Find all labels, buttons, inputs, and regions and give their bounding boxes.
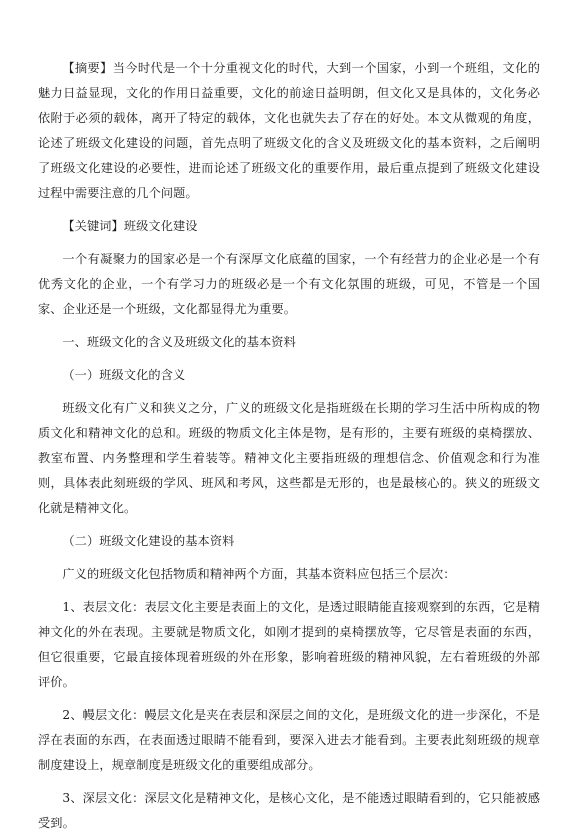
- body-paragraph-2: 广义的班级文化包括物质和精神两个方面，其基本资料应包括三个层次：: [62, 567, 456, 581]
- body-paragraph-3: 1、表层文化：表层文化主要是表面上的文化，是透过眼睛能直接观察到的东西，它是精神文化的外在表现。主要就是物质文化，如刚才提到的桌椅摆放等，它尽管是表面的东西，但它很重要，它最直接体现着班级的外在形象，影响着班级的精神风貌，左右着班级的外部评价。: [38, 600, 540, 689]
- keywords-line: 【关键词】班级文化建设: [62, 219, 198, 233]
- subsection-heading-1: （一）班级文化的含义: [62, 368, 186, 382]
- body-paragraph-1: 班级文化有广义和狭义之分，广义的班级文化是指班级在长期的学习生活中所构成的物质文化和精神文化的总和。班级的物质文化主体是物，是有形的，主要有班级的桌椅摆放、教室布置、内务整理和学生着装等。精神文化主要指班级的理想信念、价值观念和行为准则，具体表此刻班级的学风、班风和考风，这些都是无形的，也是最核心的。狭义的班级文化就是精神文化。: [38, 401, 540, 515]
- section-heading-1: 一、班级文化的含义及班级文化的基本资料: [62, 335, 296, 349]
- body-paragraph-4: 2、幔层文化：幔层文化是夹在表层和深层之间的文化，是班级文化的进一步深化，不是浮在表面的东西，在表面透过眼睛不能看到，要深入进去才能看到。主要表此刻班级的规章制度建设上，规章制度是班级文化的重要组成部分。: [38, 708, 540, 772]
- body-paragraph-5: 3、深层文化：深层文化是精神文化，是核心文化，是不能透过眼睛看到的，它只能被感受到。: [38, 791, 540, 830]
- intro-paragraph: 一个有凝聚力的国家必是一个有深厚文化底蕴的国家，一个有经营力的企业必是一个有优秀文化的企业，一个有学习力的班级必是一个有文化氛围的班级，可见，不管是一个国家、企业还是一个班级，文化都显得尤为重要。: [38, 252, 540, 316]
- subsection-heading-2: （二）班级文化建设的基本资料: [62, 534, 235, 548]
- abstract-paragraph: 【摘要】当今时代是一个十分重视文化的时代，大到一个国家，小到一个班组，文化的魅力日益显现，文化的作用日益重要，文化的前途日益明朗，但文化又是具体的，文化务必依附于必须的载体，离开了特定的载体，文化也就失去了存在的好处。本文从微观的角度，论述了班级文化建设的问题，首先点明了班级文化的含义及班级文化的基本资料，之后阐明了班级文化建设的必要性，进而论述了班级文化的重要作用，最后重点提到了班级文化建设过程中需要注意的几个问题。: [38, 61, 540, 200]
